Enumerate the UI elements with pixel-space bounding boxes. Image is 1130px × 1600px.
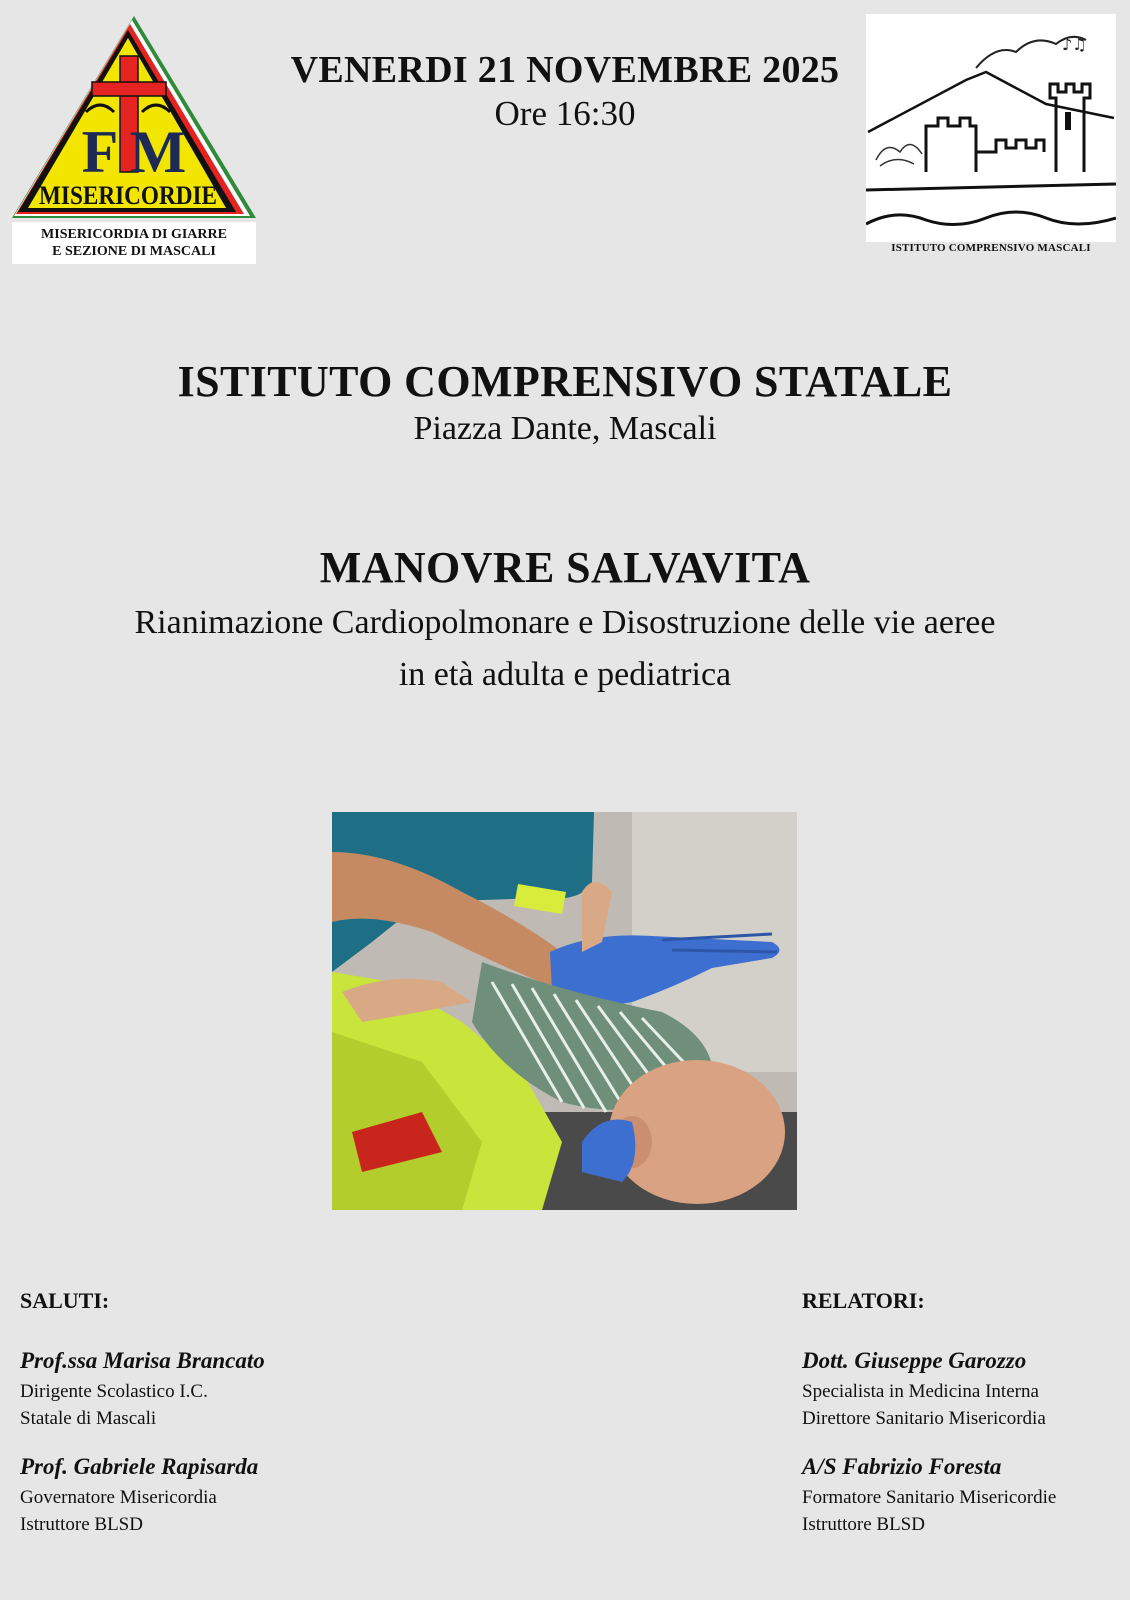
school-logo-caption: ISTITUTO COMPRENSIVO MASCALI <box>891 242 1091 254</box>
speakers-heading: RELATORI: <box>802 1288 925 1313</box>
person-role: Statale di Mascali <box>20 1408 157 1429</box>
person-role: Formatore Sanitario Misericordie <box>802 1487 1057 1508</box>
speaker-person <box>802 1454 1122 1538</box>
greetings-heading: SALUTI: <box>20 1288 110 1313</box>
person-role: Specialista in Medicina Interna <box>802 1381 1039 1402</box>
greeting-person <box>20 1348 440 1432</box>
speaker-person <box>802 1348 1122 1432</box>
person-name: A/S Fabrizio Foresta <box>802 1454 1002 1479</box>
svg-text:♪♫: ♪♫ <box>1062 35 1087 54</box>
greeting-person <box>20 1454 440 1538</box>
event-time: Ore 16:30 <box>494 94 636 133</box>
svg-text:M: M <box>129 119 187 185</box>
person-role: Dirigente Scolastico I.C. <box>20 1381 208 1402</box>
logo-name: MISERICORDIE <box>39 181 217 210</box>
venue-address: Piazza Dante, Mascali <box>413 410 717 447</box>
person-role: Direttore Sanitario Misericordia <box>802 1408 1046 1429</box>
svg-text:F: F <box>81 119 119 185</box>
venue-title: ISTITUTO COMPRENSIVO STATALE <box>177 357 953 406</box>
course-subtitle-line2: in età adulta e pediatrica <box>398 656 732 693</box>
course-subtitle-line1: Rianimazione Cardiopolmonare e Disostruzione delle vie aeree <box>134 604 996 641</box>
person-role: Istruttore BLSD <box>20 1514 143 1535</box>
person-name: Prof. Gabriele Rapisarda <box>20 1454 259 1479</box>
person-role: Istruttore BLSD <box>802 1514 925 1535</box>
speakers-section <box>802 1288 1122 1560</box>
event-date: VENERDI 21 NOVEMBRE 2025 <box>290 49 840 91</box>
course-title: MANOVRE SALVAVITA <box>319 543 811 592</box>
person-name: Dott. Giuseppe Garozzo <box>802 1348 1027 1373</box>
person-name: Prof.ssa Marisa Brancato <box>20 1348 265 1373</box>
training-photo <box>332 812 797 1210</box>
greetings-section <box>20 1288 440 1560</box>
logo-caption: MISERICORDIA DI GIARRE E SEZIONE DI MASCALI <box>12 222 256 264</box>
person-role: Governatore Misericordia <box>20 1487 217 1508</box>
